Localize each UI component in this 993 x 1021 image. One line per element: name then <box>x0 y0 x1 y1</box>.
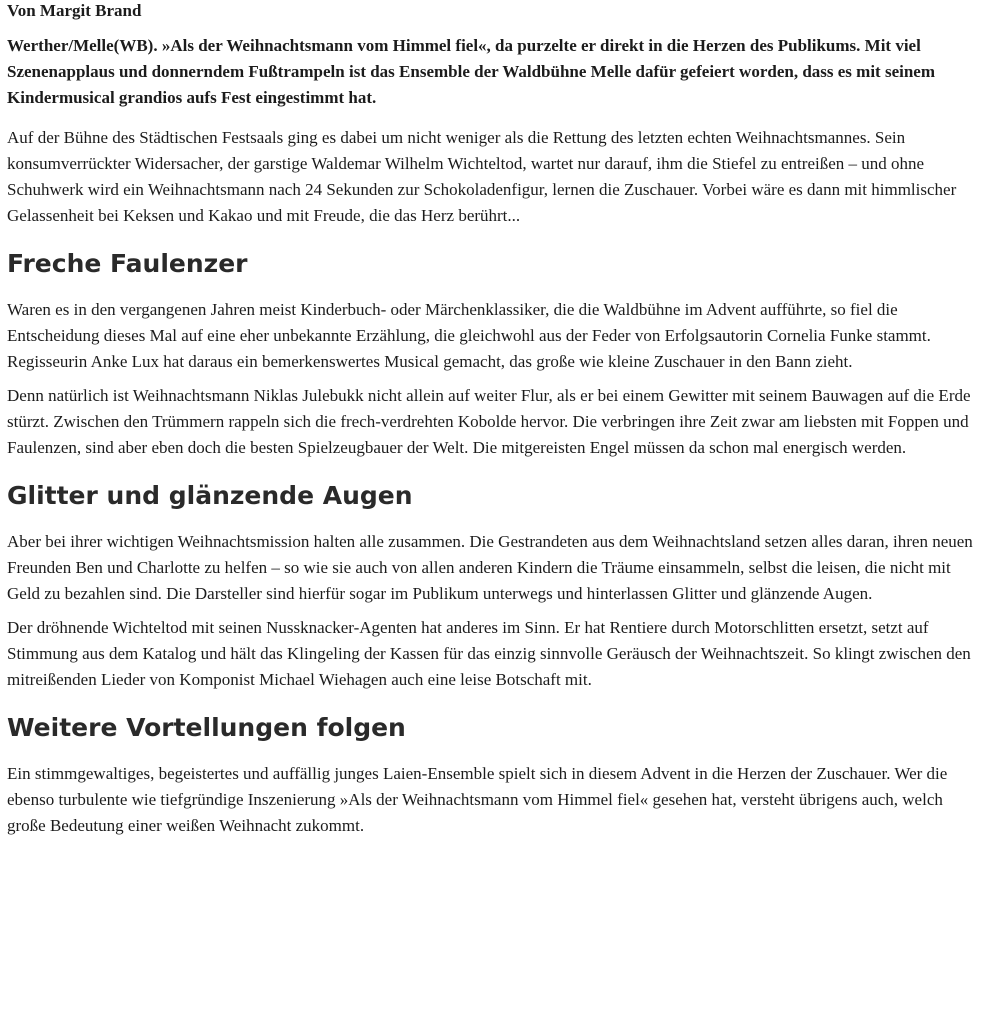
lead-paragraph: Werther/Melle(WB). »Als der Weihnachtsmann vom Himmel fiel«, da purzelte er direkt in die Herzen des Publikums. Mit viel Szenenapplaus und donnerndem Fußtrampeln ist das Ensemble der Waldbühne Melle dafür gefeiert worden, dass es mit seinem Kindermusical grandios aufs Fest eingestimmt hat. <box>7 36 936 107</box>
body-paragraph: Ein stimmgewaltiges, begeistertes und auffällig junges Laien-Ensemble spielt sich in diesem Advent in die Herzen der Zuschauer. Wer die ebenso turbulente wie tiefgründige Inszenierung »Als der Weihnachtsmann vom Himmel fiel« gesehen hat, versteht übrigens auch, welch große Bedeutung einer weißen Weihnacht zukommt. <box>7 764 948 835</box>
intro-paragraph: Auf der Bühne des Städtischen Festsaals ging es dabei um nicht weniger als die Rettung des letzten echten Weihnachtsmannes. Sein konsumverrückter Widersacher, der garstige Waldemar Wilhelm Wichteltod, wartet nur darauf, ihm die Stiefel zu entreißen – und ohne Schuhwerk wird ein Weihnachtsmann nach 24 Sekunden zur Schokoladenfigur, lernen die Zuschauer. Vorbei wäre es dann mit himmlischer Gelassenheit bei Keksen und Kakao und mit Freude, die das Herz berührt... <box>7 128 957 225</box>
body-paragraph: Waren es in den vergangenen Jahren meist Kinderbuch- oder Märchenklassiker, die die Waldbühne im Advent aufführte, so fiel die Entscheidung dieses Mal auf eine eher unbekannte Erzählung, die gleichwohl aus der Feder von Erfolgsautorin Cornelia Funke stammt. Regisseurin Anke Lux hat daraus ein bemerkenswertes Musical gemacht, das große wie kleine Zuschauer in den Bann zieht. <box>7 300 931 371</box>
section-heading-glitter: Glitter und glänzende Augen <box>7 481 413 510</box>
byline: Von Margit Brand <box>7 1 142 20</box>
body-paragraph: Denn natürlich ist Weihnachtsmann Niklas Julebukk nicht allein auf weiter Flur, als er bei einem Gewitter mit seinem Bauwagen auf die Erde stürzt. Zwischen den Trümmern rappeln sich die frech-verdrehten Kobolde hervor. Die verbringen ihre Zeit zwar am liebsten mit Foppen und Faulenzen, sind aber eben doch die besten Spielzeugbauer der Welt. Die mitgereisten Engel müssen da schon mal energisch werden. <box>7 386 971 457</box>
section-heading-vorstellungen: Weitere Vortellungen folgen <box>7 713 406 742</box>
body-paragraph: Aber bei ihrer wichtigen Weihnachtsmission halten alle zusammen. Die Gestrandeten aus dem Weihnachtsland setzen alles daran, ihren neuen Freunden Ben und Charlotte zu helfen – so wie sie auch von allen anderen Kindern die Träume einsammeln, selbst die leisen, die nicht mit Geld zu bezahlen sind. Die Darsteller sind hierfür sogar im Publikum unterwegs und hinterlassen Glitter und glänzende Augen. <box>7 532 973 603</box>
body-paragraph: Der dröhnende Wichteltod mit seinen Nussknacker-Agenten hat anderes im Sinn. Er hat Rentiere durch Motorschlitten ersetzt, setzt auf Stimmung aus dem Katalog und hält das Klingeling der Kassen für das einzig sinnvolle Geräusch der Weihnachtszeit. So klingt zwischen den mitreißenden Lieder von Komponist Michael Wiehagen auch eine leise Botschaft mit. <box>7 618 971 689</box>
section-heading-freche-faulenzer: Freche Faulenzer <box>7 249 248 278</box>
